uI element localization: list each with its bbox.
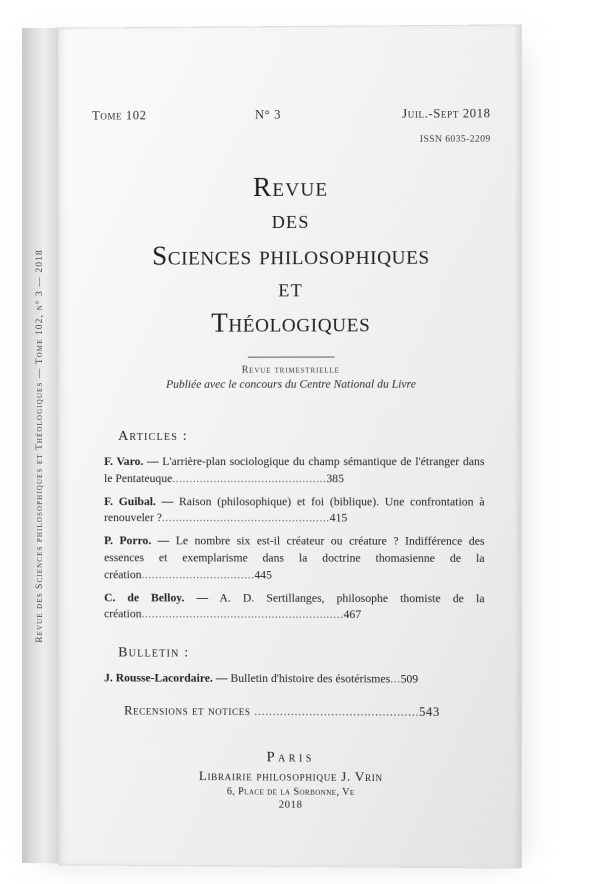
journal-subtitle	[92, 364, 491, 391]
toc-entry	[104, 590, 484, 625]
entry-page: 385	[326, 471, 344, 486]
entry-page: 445	[254, 568, 272, 582]
leader-dots: .................................................	[161, 511, 330, 525]
entry-title: Bulletin d'histoire des ésotérismes	[230, 671, 391, 686]
title-line-2: des	[271, 206, 310, 235]
book-object	[22, 24, 521, 866]
toc-entry	[104, 670, 484, 688]
title-line-4: et	[278, 274, 303, 303]
front-cover	[58, 24, 522, 868]
title-line-3: Sciences philosophiques	[152, 239, 430, 271]
entry-title: Raison (philosophique) et foi (biblique). Une confrontation à renouveler ?	[104, 494, 485, 525]
recensions-label: Recensions et notices	[124, 703, 251, 719]
recensions-page: 543	[419, 704, 440, 719]
recensions-entry	[124, 703, 486, 720]
imprint-address: 6, Place de la Sorbonne, Ve	[226, 786, 355, 799]
articles-heading: Articles :	[118, 428, 188, 444]
entry-page: 467	[343, 608, 362, 622]
entry-page: 509	[400, 672, 419, 686]
issue-date: Juil.-Sept 2018	[402, 106, 491, 121]
leader-dots: .................................	[141, 568, 255, 582]
entry-title: A. D. Sertillanges, philosophe thomiste de la création	[104, 591, 485, 621]
entry-author: C. de Belloy. —	[104, 590, 209, 605]
leader-dots: ...........................................................	[141, 607, 344, 622]
title-line-1: Revue	[252, 171, 329, 203]
book-spine	[22, 28, 59, 864]
support-label: Publiée avec le concours du Centre National du Livre	[165, 378, 416, 391]
entry-page: 415	[329, 511, 348, 525]
spine-title: Revue des Sciences philosophiques et Théologiques — Tome 102, n° 3 — 2018	[34, 248, 46, 643]
bulletin-heading: Bulletin :	[118, 645, 190, 661]
entry-author: J. Rousse-Lacordaire. —	[104, 671, 228, 686]
toc-entry	[104, 494, 484, 528]
toc-entry	[104, 454, 484, 488]
entry-author: F. Guibal. —	[104, 494, 174, 508]
leader-dots: .............................................	[250, 703, 420, 719]
volume-label: Tome 102	[92, 108, 147, 123]
issn-label: ISSN 6035-2209	[419, 134, 491, 145]
publisher-imprint	[92, 748, 491, 812]
entry-title: Le nombre six est-il créateur ou créature ? Indifférence des essences et exemplarisme dans la doctrine thomasienne de la création	[104, 534, 485, 582]
title-divider	[247, 357, 334, 358]
entry-author: F. Varo. —	[104, 455, 159, 469]
issue-number: N° 3	[254, 107, 282, 122]
table-of-contents	[100, 429, 486, 720]
periodicity-label: Revue trimestrielle	[241, 364, 340, 376]
cover-header-line	[92, 106, 491, 123]
leader-dots: ...	[390, 672, 401, 686]
leader-dots: .............................................	[172, 471, 327, 486]
entry-title: L'arrière-plan sociologique du champ sémantique de l'étranger dans le Pentateuque	[104, 455, 485, 485]
title-line-5: Théologiques	[211, 307, 371, 338]
journal-title	[92, 169, 491, 341]
imprint-city: Paris	[266, 749, 315, 766]
imprint-year: 2018	[278, 799, 303, 811]
entry-author: P. Porro. —	[104, 534, 170, 548]
toc-entry	[104, 533, 484, 584]
imprint-publisher: Librairie philosophique J. Vrin	[198, 767, 383, 785]
